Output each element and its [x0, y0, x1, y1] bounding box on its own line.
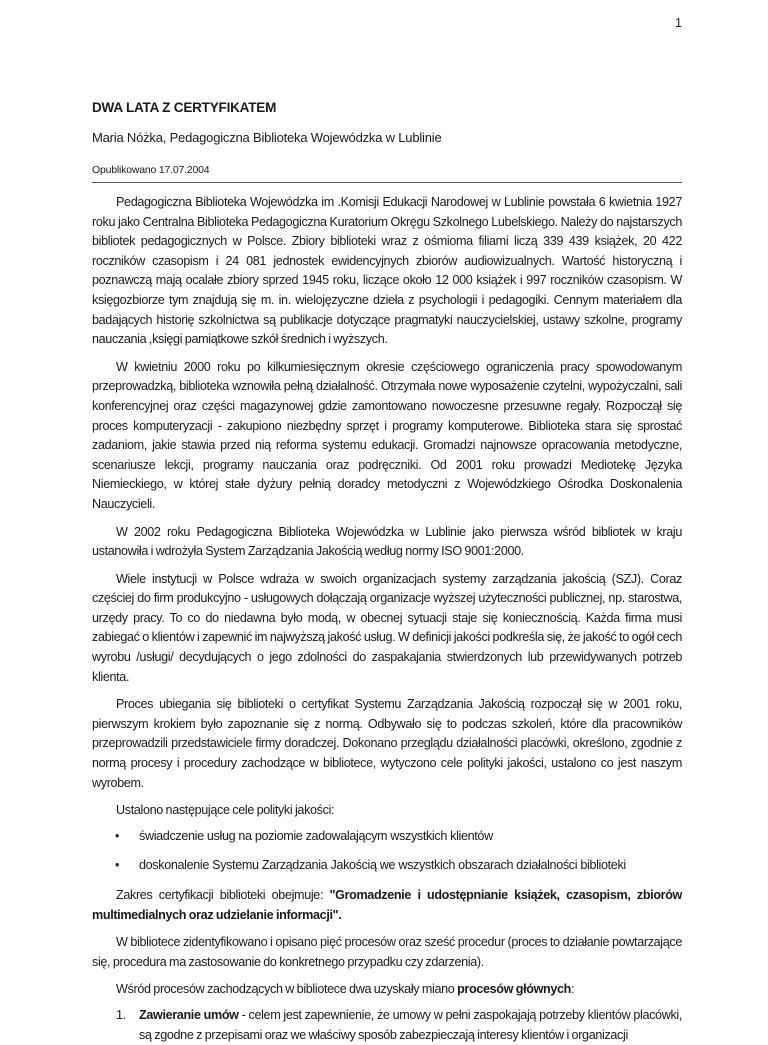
list-item [92, 827, 682, 847]
list-item-text: doskonalenie Systemu Zarządzania Jakością we wszystkich obszarach działalności biblioteki [139, 858, 626, 873]
paragraph-processes: W bibliotece zidentyfikowano i opisano pięć procesów oraz sześć procedur (proces to działanie powtarzające się, procedura ma zastosowanie do konkretnego przypadku czy zdarzenia). [92, 935, 682, 969]
page-number: 1 [675, 16, 682, 30]
author-line: Maria Nóżka, Pedagogiczna Biblioteka Wojewódzka w Lublinie [92, 130, 442, 145]
document-body [92, 100, 682, 1045]
paragraph-scope [92, 886, 682, 925]
paragraph-certification-process: Proces ubiegania się biblioteki o certyfikat Systemu Zarządzania Jakością rozpoczął się w 2001 roku, pierwszym krokiem było zapoznanie się z normą. Odbywało się to podczas szkoleń, które dla pracowników przeprowadzili przedstawiciele firmy doradczej. Dokonano przeglądu działalności placówki, określono, zgodnie z normą procesy i procedury zachodzące w bibliotece, wytyczono cele polityki jakości, ustalono co jest naszym wyrobem. [92, 697, 682, 790]
process-title: Zawieranie umów [139, 1007, 239, 1022]
process-text: - celem jest zapewnienie, że umowy w pełni zaspokajają potrzeby klientów placówki, są zgodne z przepisami oraz we właściwy sposób zabezpieczają interesy klientów i organizacji [139, 1007, 682, 1042]
bullet-icon: • [115, 828, 120, 843]
paragraph-szj: Wiele instytucji w Polsce wdraża w swoich organizacjach systemy zarządzania jakością (SZJ). Coraz częściej do firm produkcyjno - usługowych dołączają organizacje wyższej użyteczności publicznej, np. starostwa, urzędy pracy. To co do niedawna było modą, w obecnej sytuacji staje się koniecznością. Każda firma musi zabiegać o klientów i zapewnić im najwyższą jakość usług. W definicji jakości podkreśla się, że jakość to ogół cech wyrobu /usługi/ decydujących o jego zdolności do zaspakajania stwierdzonych lub przewidywanych potrzeb klienta. [92, 571, 682, 684]
intro-lead: Wśród procesów zachodzących w bibliotece dwa uzyskały miano [116, 982, 458, 997]
paragraph-iso: W 2002 roku Pedagogiczna Biblioteka Wojewódzka w Lublinie jako pierwsza wśród bibliotek w kraju ustanowiła i wdrożyła System Zarządzania Jakością według normy ISO 9001:2000. [92, 524, 682, 559]
paragraph-relocation: W kwietniu 2000 roku po kilkumiesięcznym okresie częściowego ograniczenia pracy spowodowanym przeprowadzką, biblioteka wznowiła pełną działalność. Otrzymała nowe wyposażenie czytelni, wypożyczalni, sali konferencyjnej oraz części magazynowej gdzie zamontowano nowoczesne przesuwne regały. Rozpoczął się proces komputeryzacji - zakupiono niezbędny sprzęt i programy komputerowe. Biblioteka stara się sprostać zadaniom, jakie stawia przed nią reforma systemu edukacji. Gromadzi najnowsze opracowania metodyczne, scenariusze lekcji, programy nauczania oraz podręczniki. Od 2001 roku prowadzi Mediotekę Języka Niemieckiego, w której stałe dyżury pełnią doradcy metodyczni z Wojewódzkiego Ośrodka Doskonalenia Nauczycieli. [92, 359, 682, 511]
paragraph-history: Pedagogiczna Biblioteka Wojewódzka im .Komisji Edukacji Narodowej w Lublinie powstała 6 kwietnia 1927 roku jako Centralna Biblioteka Pedagogiczna Kuratorium Okręgu Szkolnego Lubelskiego. Należy do najstarszych bibliotek pedagogicznych w Polsce. Zbiory biblioteki wraz z ośmioma filiami liczą 339 439 książek, 20 422 roczników czasopism i 24 081 jednostek ewidencyjnych zbiorów audiowizualnych. Wartość historyczną i poznawczą mają ocalałe zbiory sprzed 1945 roku, liczące około 12 000 książek i 997 roczników czasopism. W księgozbiorze tym znajdują się m. in. wielojęzyczne dzieła z psychologii i pedagogiki. Cennym materiałem dla badających historię szkolnictwa są publikacje dotyczące pragmatyki nauczycielskiej, ustawy szkolne, programy nauczania ,księgi pamiątkowe szkół średnich i wyższych. [92, 195, 682, 347]
list-number: 1. [116, 1007, 126, 1022]
intro-tail: : [571, 982, 575, 997]
intro-bold: procesów głównych [457, 982, 572, 997]
scope-bold: "Gromadzenie i udostępnianie książek, czasopism, zbiorów multimedialnych oraz udzielanie informacji". [92, 888, 682, 922]
document-title: DWA LATA Z CERTYFIKATEM [92, 100, 277, 115]
list-item-text: świadczenie usług na poziomie zadowalającym wszystkich klientów [139, 828, 493, 843]
quality-goals-list [92, 827, 682, 876]
paragraph-goals-intro: Ustalono następujące cele polityki jakości: [116, 803, 335, 818]
publication-date: Opublikowano 17.07.2004 [92, 164, 682, 183]
main-processes-list [92, 1006, 682, 1045]
paragraph-main-processes-intro [92, 980, 682, 1000]
list-item [92, 1006, 682, 1045]
list-item [92, 856, 682, 876]
scope-lead: Zakres certyfikacji biblioteki obejmuje: [116, 888, 330, 902]
bullet-icon: • [115, 858, 120, 873]
